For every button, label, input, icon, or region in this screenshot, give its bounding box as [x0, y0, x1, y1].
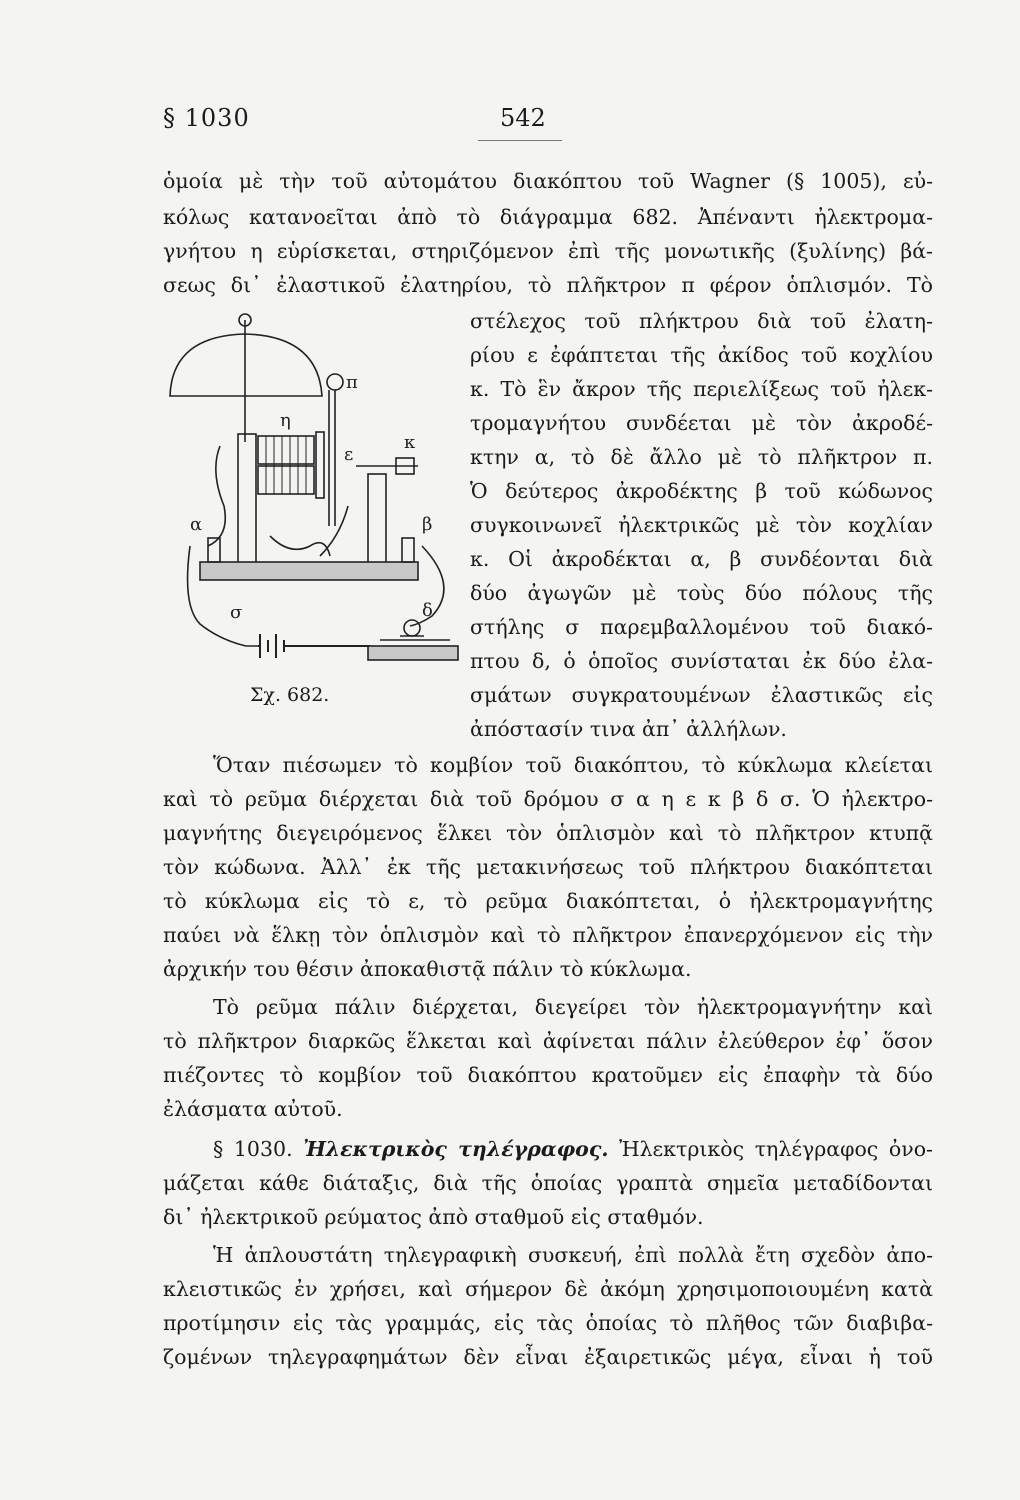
- text-line: ἐλάσματα αὐτοῦ.: [163, 1097, 343, 1121]
- text-line: κ. Τὸ ἓν ἄκρον τῆς περιελίξεως τοῦ ἠλεκ-: [470, 377, 933, 401]
- text-line: προτίμησιν εἰς τὰς γραμμάς, εἰς τὰς ὁποίας τὸ πλῆθος τῶν διαβιβα-: [163, 1311, 933, 1335]
- section-number: § 1030.: [213, 1137, 293, 1161]
- text-line: γνήτου η εὑρίσκεται, στηριζόμενον ἐπὶ τῆς μονωτικῆς (ξυλίνης) βά-: [163, 239, 933, 263]
- label-alpha: α: [190, 514, 203, 535]
- text-line: κ. Οἱ ἀκροδέκται α, β συνδέονται διὰ: [470, 547, 933, 571]
- wooden-base: [200, 562, 418, 580]
- text-line: ἀρχικήν του θέσιν ἀποκαθιστᾷ πάλιν τὸ κύκλωμα.: [163, 957, 692, 981]
- section-title: Ἠλεκτρικὸς τηλέγραφος.: [303, 1137, 609, 1161]
- text-line: Ὅταν πιέσωμεν τὸ κομβίον τοῦ διακόπτου, τὸ κύκλωμα κλείεται: [213, 753, 933, 777]
- text-line: Τὸ ρεῦμα πάλιν διέρχεται, διεγείρει τὸν ἠλεκτρομαγνήτην καὶ: [213, 995, 933, 1019]
- text-line: Ὁ δεύτερος ἀκροδέκτης β τοῦ κώδωνος: [470, 479, 933, 503]
- hammer-head: [327, 374, 343, 390]
- text-line: στήλης σ παρεμβαλλομένου τοῦ διακό-: [470, 615, 933, 639]
- terminal-beta: [402, 538, 414, 562]
- text-line: στέλεχος τοῦ πλήκτρου διὰ τοῦ ἐλατη-: [470, 309, 933, 333]
- text-line: κτην α, τὸ δὲ ἄλλο μὲ τὸ πλῆκτρον π.: [470, 445, 933, 469]
- text-line: συγκοινωνεῖ ἠλεκτρικῶς μὲ τὸν κοχλίαν: [470, 513, 933, 537]
- push-switch-base: [368, 646, 458, 660]
- text-line: Ἠλεκτρικὸς τηλέγραφος ὀνο-: [619, 1137, 933, 1161]
- text-line: σεως δι᾿ ἐλαστικοῦ ἐλατηρίου, τὸ πλῆκτρον π φέρον ὁπλισμόν. Τὸ: [163, 273, 933, 297]
- text-line: πτου δ, ὁ ὁποῖος συνίσταται ἐκ δύο ἐλα-: [470, 649, 933, 673]
- text-line: τὸν κώδωνα. Ἀλλ᾿ ἐκ τῆς μετακινήσεως τοῦ πλήκτρου διακόπτεται: [163, 855, 933, 879]
- text-line: τὸ κύκλωμα εἰς τὸ ε, τὸ ρεῦμα διακόπτεται, ὁ ἠλεκτρομαγνήτης: [163, 889, 933, 913]
- label-pi: π: [346, 372, 358, 393]
- label-epsilon: ε: [344, 444, 354, 465]
- label-sigma: σ: [230, 602, 243, 623]
- text-line: κλειστικῶς ἐν χρήσει, καὶ σήμερον δὲ ἀκόμη χρησιμοποιουμένη κατὰ: [163, 1277, 933, 1301]
- header-rule: [478, 140, 562, 141]
- label-delta: δ: [422, 600, 433, 621]
- text-line: δύο ἀγωγῶν μὲ τοὺς δύο πόλους τῆς: [470, 581, 933, 605]
- text-line: Ἡ ἁπλουστάτη τηλεγραφικὴ συσκευή, ἐπὶ πολλὰ ἔτη σχεδὸν ἀπο-: [213, 1243, 933, 1267]
- battery: [258, 634, 370, 658]
- text-line: ἀπόστασίν τινα ἀπ᾿ ἀλλήλων.: [470, 717, 787, 741]
- push-button: [404, 620, 420, 636]
- text-line: τρομαγνήτου συνδέεται μὲ τὸν ἀκροδέ-: [470, 411, 933, 435]
- text-line: ρίου ε ἐφάπτεται τῆς ἀκίδος τοῦ κοχλίου: [470, 343, 933, 367]
- electromagnet-frame: [238, 434, 256, 564]
- text-line: ὁμοία μὲ τὴν τοῦ αὐτομάτου διακόπτου τοῦ Wagner (§ 1005), εὐ-: [163, 169, 933, 193]
- text-line: καὶ τὸ ρεῦμα διέρχεται διὰ τοῦ δρόμου σ α η ε κ β δ σ. Ὁ ἠλεκτρο-: [163, 787, 933, 811]
- text-line: δι᾿ ἠλεκτρικοῦ ρεύματος ἀπὸ σταθμοῦ εἰς σταθμόν.: [163, 1205, 704, 1229]
- label-eta: η: [280, 410, 291, 431]
- screw-post: [368, 474, 386, 564]
- section-reference: § 1030: [163, 104, 250, 132]
- text-line: πιέζοντες τὸ κομβίον τοῦ διακόπτου κρατοῦμεν εἰς ἐπαφὴν τὰ δύο: [163, 1063, 933, 1087]
- figure-caption: Σχ. 682.: [250, 684, 330, 706]
- text-line: παύει νὰ ἕλκῃ τὸν ὁπλισμὸν καὶ τὸ πλῆκτρον ἐπανερχόμενον εἰς τὴν: [163, 923, 933, 947]
- bell-dome: [170, 334, 322, 396]
- electric-bell-diagram: [160, 306, 470, 686]
- text-line: μαγνήτης διεγειρόμενος ἕλκει τὸν ὁπλισμὸν καὶ τὸ πλῆκτρον κτυπᾷ: [163, 821, 933, 845]
- page-number: 542: [500, 104, 546, 132]
- text-line: μάζεται κάθε διάταξις, διὰ τῆς ὁποίας γραπτὰ σημεῖα μεταδίδονται: [163, 1171, 933, 1195]
- text-line: σμάτων συγκρατουμένων ἐλαστικῶς εἰς: [470, 683, 933, 707]
- text-line: τὸ πλῆκτρον διαρκῶς ἕλκεται καὶ ἀφίνεται πάλιν ἐλεύθερον ἐφ᾿ ὅσον: [163, 1029, 933, 1053]
- section-heading-line: [213, 1134, 933, 1164]
- text-line: κόλως κατανοεῖται ἀπὸ τὸ διάγραμμα 682. Ἀπέναντι ἠλεκτρομα-: [163, 205, 933, 229]
- label-beta: β: [422, 514, 433, 535]
- label-kappa: κ: [404, 432, 416, 453]
- text-line: ζομένων τηλεγραφημάτων δὲν εἶναι ἐξαιρετικῶς μέγα, εἶναι ἡ τοῦ: [163, 1345, 933, 1369]
